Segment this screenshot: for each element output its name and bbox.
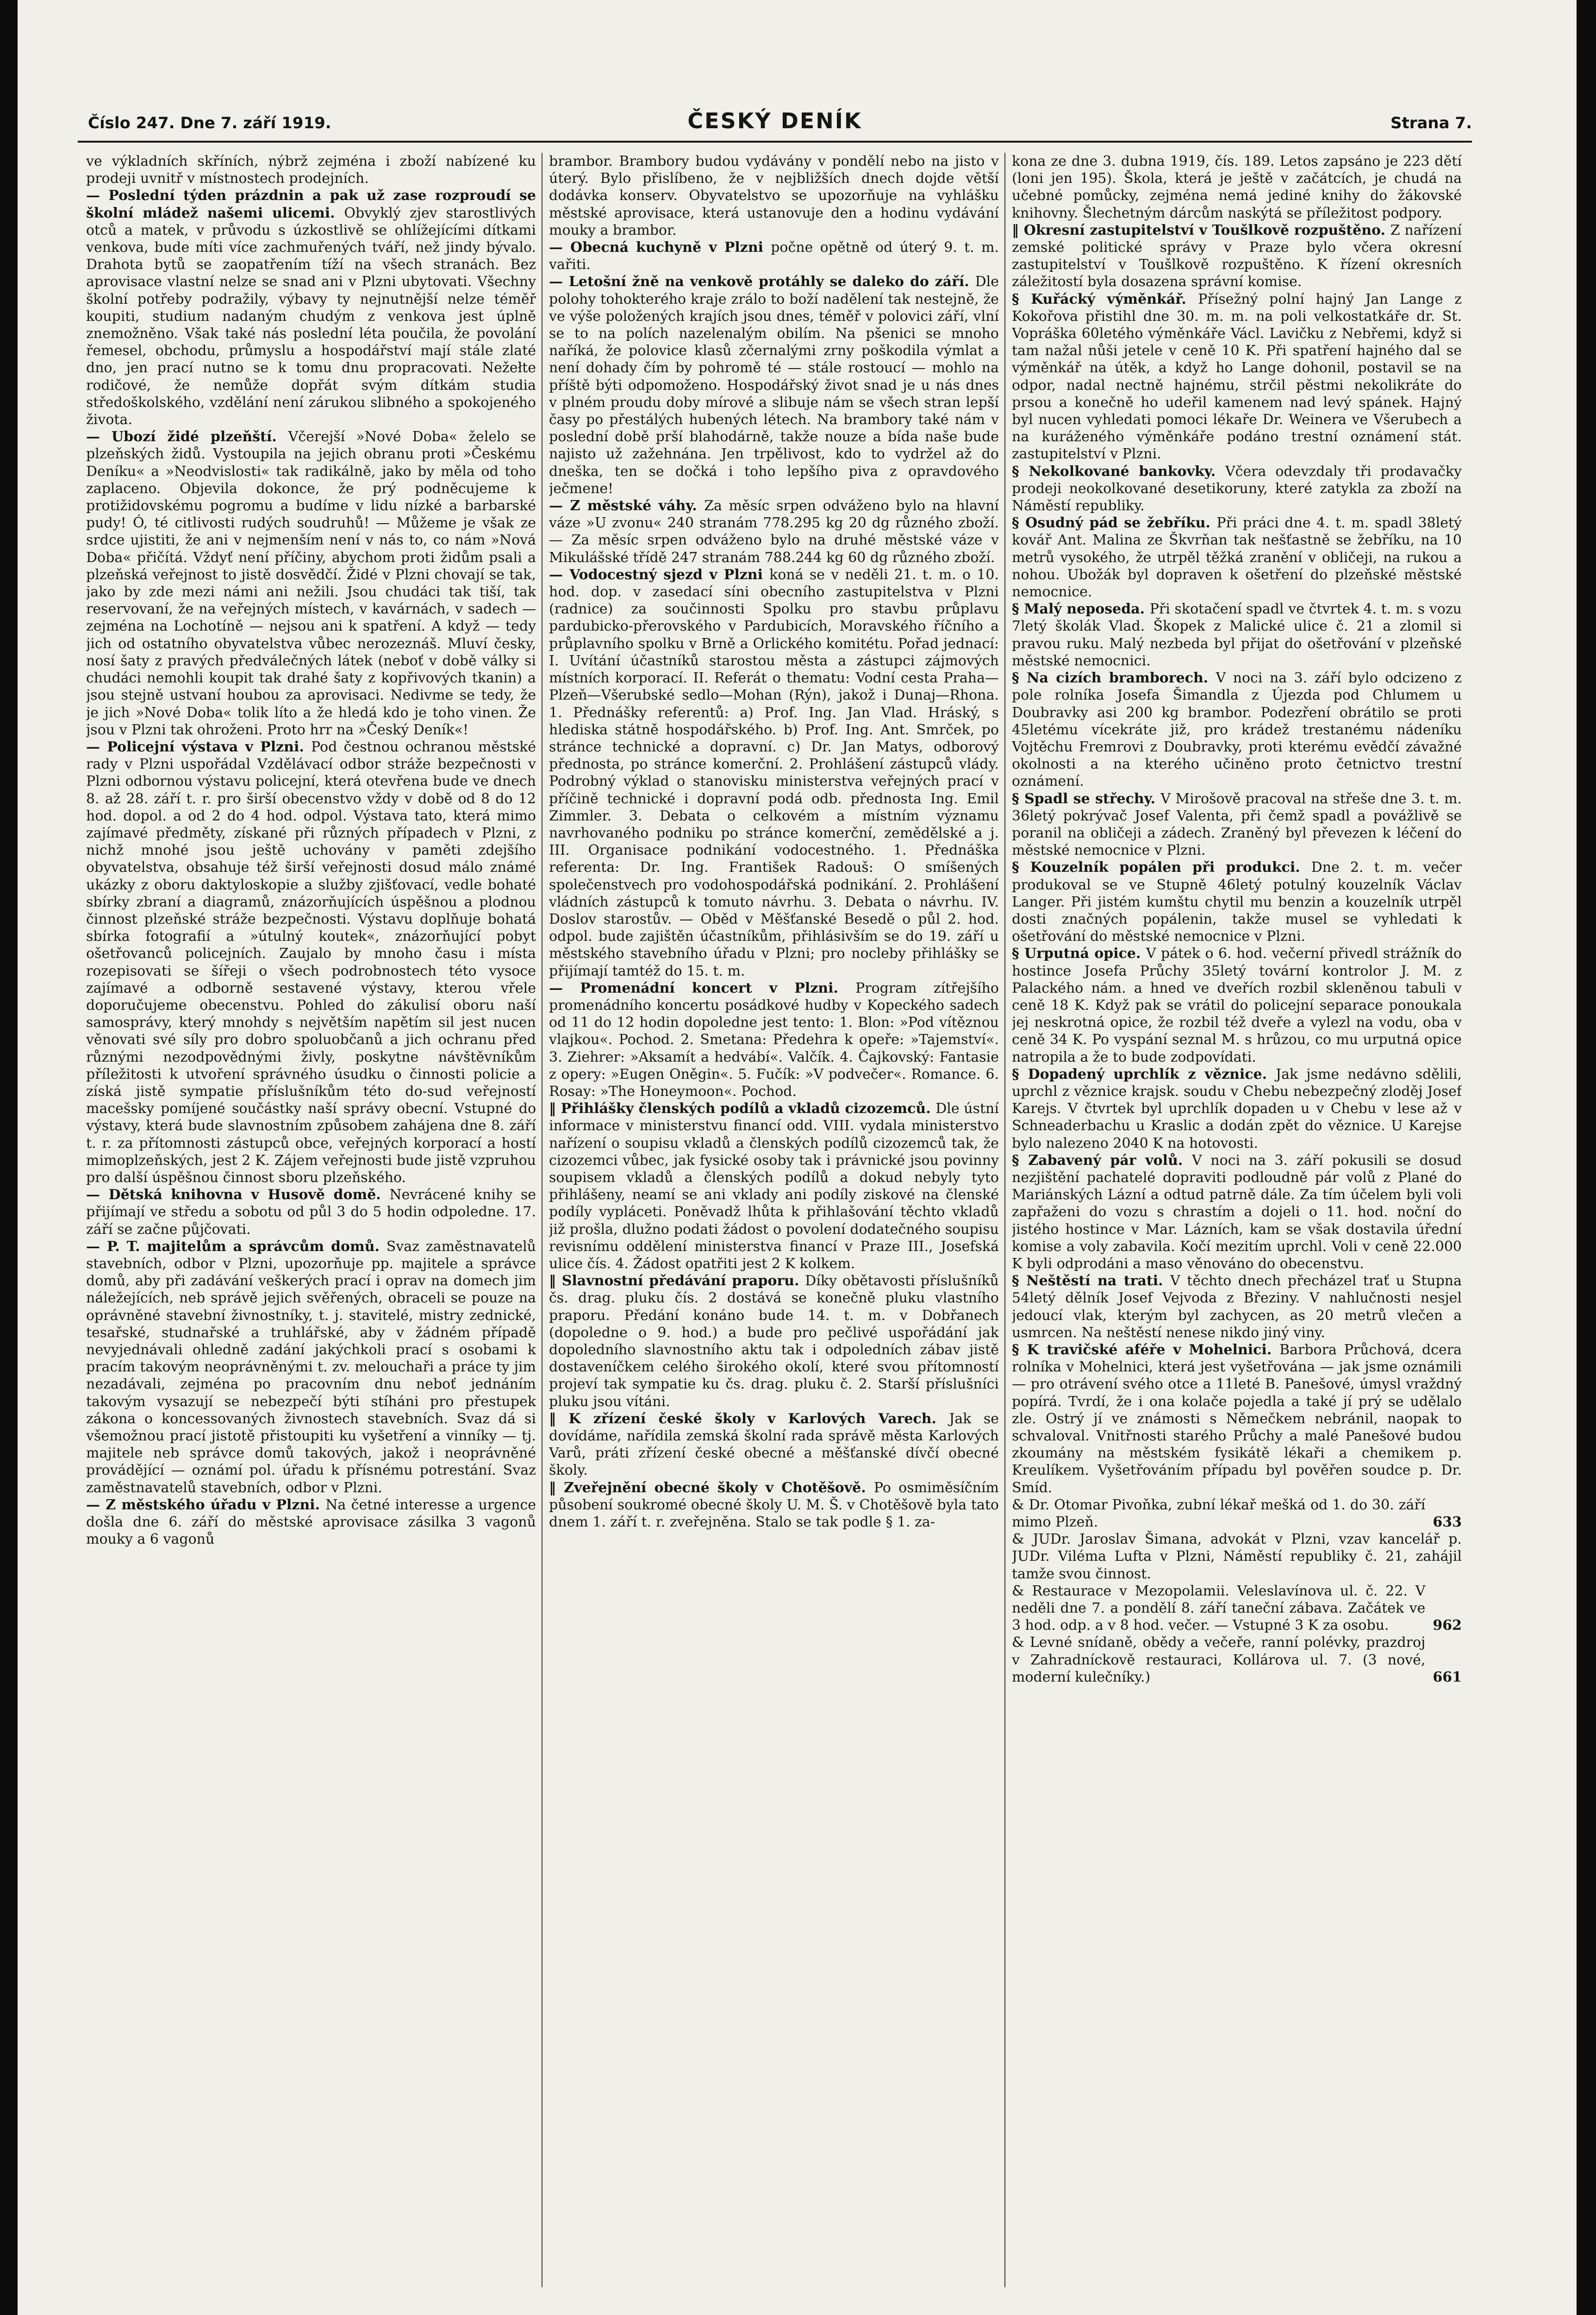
classified-ad (1012, 1634, 1462, 1686)
news-item (1012, 153, 1462, 222)
news-headline: — Poslední týden prázdnin a pak už zase rozproudí se školní mládež našemi ulicemi. (86, 188, 536, 221)
article-columns (78, 153, 1472, 2287)
news-body: Při práci dne 4. t. m. spadl 38letý kovář Ant. Malina ze Škvrňan tak nešťastně se žebříku, na 10 metrů vysokého, že utrpěl těžká zranění v obličeji, na rukou a nohou. Ubožák byl dopraven k ošetření do plzeňské městské nemocnice. (1012, 515, 1462, 601)
news-body: Pod čestnou ochranou městské rady v Plzni uspořádal Vzdělávací odbor stráže bezpečnosti v Plzni odbornou výstavu policejní, která otevřena bude ve dnech 8. až 28. září t. r. pro širší obecenstvo vždy v době od 8 do 12 hod. dopol. a od 2 do 4 hod. odpol. Výstava tato, která mimo zajímavé předměty, získané při různých případech v Plzni, z nichž mnohé jsou ještě uchovány v paměti zdejšího obyvatelstva, obsahuje též širší veřejnosti dosud málo známé ukázky z oboru daktyloskopie a služby zjišťovací, vedle bohaté sbírky zbraní a diagramů, znázorňujících úspěšnou a plodnou činnost plzeňské stráže bezpečnosti. Výstavu doplňuje bohatá sbírka fotografií a »útulný koutek«, znázorňující pobyt ošetřovanců policejních. Zaujalo by mnoho času i místa rozepisovati se šířeji o všech podrobnostech této vysoce zajímavé a odborně sestavené výstavy, kterou vřele doporučujeme obecenstvu. Pohled do zákulisí oboru naší samosprávy, který mnohdy s největším napětím sil jest nucen věnovati své síly pro dobro spoluobčanů a jich ochranu před různými nezodpovědnými živly, poskytne návštěvníkům příležitosti k utvoření správného úsudku o činnosti policie a získá jistě sympatie příslušníkům této do-sud veřejností macešsky pomíjené součástky naší správy obecní. Vstupné do výstavy, která bude slavnostním způsobem zahájena dne 8. září t. r. za přítomnosti zástupců obce, veřejných korporací a hostí mimoplzeňských, jest 2 K. Zájem veřejnosti bude jistě vzpruhou pro další úspěšnou činnost sboru plzeňského. (86, 738, 536, 1186)
news-body: Dle ústní informace v ministerstvu financí odd. VIII. vydala ministerstvo nařízení o soupisu vkladů a členských podílů cizozemců tak, že cizozemci vůbec, jak fysické osoby tak i právnické jsou povinny soupisem vkladů a členských podílů a dokud nebyly tyto přihlášeny, neamí se ani vklady ani podíly ziskové na členské podíly vypláceti. Poněvadž lhůta k přihlašování těchto vkladů již prošla, dlužno podati žádost o povolení dodatečného soupisu revisnímu oddělení ministerstva financí v Praze III., Josefská ulice čís. 4. Žádost opatřiti jest 2 K kolkem. (549, 1101, 999, 1272)
news-headline: ‖ Okresní zastupitelství v Toušlkově rozpuštěno. (1012, 222, 1390, 238)
news-headline: § Urputná opice. (1012, 945, 1146, 962)
news-headline: — Z městského úřadu v Plzni. (86, 1496, 326, 1513)
news-item (86, 738, 536, 1186)
news-headline: § Neštěstí na trati. (1012, 1273, 1171, 1289)
news-headline: ‖ Přihlášky členských podílů a vkladů cizozemců. (549, 1101, 936, 1117)
news-body: Díky obětavosti příslušníků čs. drag. pluku čís. 2 dostává se konečně pluku vlastního praporu. Předání konáno bude 14. t. m. v Dobřanech (dopoledne o 9. hod.) a bude pro pečlivé uspořádání jak dopoledního slavnostního aktu tak i odpoledních zábav jistě dostaveníčkem celého širokého okolí, které svou přítomností projeví tak sympatie ku čs. drag. pluku č. 2. Starší příslušníci pluku jsou vítáni. (549, 1273, 999, 1410)
news-body: Dne 2. t. m. večer produkoval se ve Stupně 46letý potulný kouzelník Václav Langer. Při jistém kumštu chytil mu benzin a kouzelník utrpěl dosti značných popálenin, takže musel se vyhledati k ošetřování do městské nemocnice v Plzni. (1012, 859, 1462, 945)
news-body: V noci na 3. září bylo odcizeno z pole rolníka Josefa Šimandla z Újezda pod Chlumem u Doubravky asi 200 kg brambor. Podezření obrátilo se proti 45letému vícekráte již, pro krádež trestanému nádeníku Vojtěchu Fremrovi z Doubravky, proti kterému evědčí závažné okolnosti a na kterého učiněno proto četnictvo trestní oznámení. (1012, 670, 1462, 790)
news-item (1012, 945, 1462, 1065)
news-item (549, 566, 999, 980)
news-body: Program zítřejšího promenádního koncertu posádkové hudby v Kopeckého sadech od 11 do 12 hodin dopoledne jest tento: 1. Blon: »Pod vítěznou vlajkou«. Pochod. 2. Smetana: Předehra k opeře: »Tajemství«. 3. Ziehrer: »Aksamít a hedvábí«. Valčík. 4. Čajkovský: Fantasie z opery: »Eugen Oněgin«. 5. Fučík: »V podvečer«. Romance. 6. Rosay: »The Honeymoon«. Pochod. (549, 980, 999, 1100)
news-item (549, 1479, 999, 1531)
news-item (1012, 790, 1462, 859)
ad-code: 661 (1433, 1669, 1462, 1685)
news-headline: § Malý neposeda. (1012, 601, 1150, 618)
news-headline: § Nekolkované bankovky. (1012, 463, 1226, 480)
news-headline: — Letošní žně na venkově protáhly se daleko do září. (549, 274, 975, 290)
news-body: Při skotačení spadl ve čtvrtek 4. t. m. s vozu 7letý školák Vlad. Škopek z Malické ulice č. 21 a zlomil si pravou ruku. Malý nezbeda byl přijat do ošetřování v plzeňské městské nemocnici. (1012, 601, 1462, 669)
news-headline: — Obecná kuchyně v Plzni (549, 239, 771, 256)
news-headline: — Z městské váhy. (549, 498, 704, 514)
news-body: Z nařízení zemské politické správy v Praze bylo včera okresní zastupitelství v Toušlkově rozpuštěno. K řízení okresních záležitostí byla dosazena správní komise. (1012, 222, 1462, 290)
news-body: Dle polohy tohokterého kraje zrálo to boží nadělení tak nestejně, že ve výše položených krajích jsou dnes, téměř v polovici září, vlní se to na polích nazelenalým obilím. Na pšenici se mnoho naříká, že polovice klasů zčernalými zrny poškodila výmlat a není dohady čím by pohromě té — stále rostoucí — mohlo na příště býti odpomoženo. Hospodářský život snad je u nás dnes v plném proudu doby mírové a slibuje nám se všech stran lepší časy po přestálých hubených létech. Na brambory také nám v poslední době prší blahodárně, takže nouze a bída naše bude najisto už zažehnána. Jen trpělivost, kdo to vydržel až do dneška, ten se dočká i toho lepšího piva z opravdového ječmene! (549, 274, 999, 497)
news-body: počne opětně od úterý 9. t. m. vařiti. (549, 239, 999, 273)
news-item (1012, 1272, 1462, 1341)
ad-text: & Levné snídaně, obědy a večeře, ranní polévky, prazdroj v Zahradníckově restauraci, Kollárova ul. 7. (3 nové, moderní kulečníky.) (1012, 1634, 1426, 1685)
news-item (86, 187, 536, 428)
ad-code: 633 (1433, 1514, 1462, 1531)
classified-ad (1012, 1531, 1462, 1583)
news-item (549, 153, 999, 239)
news-item (549, 1100, 999, 1272)
news-headline: — Policejní výstava v Plzni. (86, 738, 312, 755)
news-item (86, 153, 536, 187)
news-item (1012, 1341, 1462, 1496)
news-item (1012, 859, 1462, 945)
news-item (549, 497, 999, 566)
news-headline: — P. T. majitelům a správcům domů. (86, 1238, 387, 1255)
news-item (1012, 1066, 1462, 1152)
ad-text: & Dr. Otomar Pivoňka, zubní lékař mešká od 1. do 30. září mimo Plzeň. (1012, 1496, 1426, 1531)
news-headline: § Kuřácký výměnkář. (1012, 291, 1198, 307)
news-item (549, 1272, 999, 1410)
news-headline: § Dopadený uprchlík z věznice. (1012, 1066, 1276, 1082)
header-rule (78, 141, 1472, 143)
news-body: Jak jsme nedávno sdělili, uprchl z věznice krajsk. soudu v Chebu nebezpečný zloděj Josef Karejs. V čtvrtek byl uprchlík dopaden u v Chebu v lese až v Schneaderbachu u Kraslic a dodán zpět do věznice. U Karejse bylo nalezeno 2040 K na hotovosti. (1012, 1066, 1462, 1151)
news-item (549, 239, 999, 273)
news-item (549, 273, 999, 497)
column-3 (1012, 153, 1462, 2287)
news-item (1012, 601, 1462, 669)
news-headline: § K travičské aféře v Mohelnici. (1012, 1342, 1280, 1358)
news-headline: — Vodocestný sjezd v Plzni (549, 566, 770, 583)
column-1 (86, 153, 536, 2287)
news-body: Obvyklý zjev starostlivých otců a matek, v průvodu s úzkostlivě se ohlížejícími dítkami venkova, bude míti více zachmuřených tváří, než jindy bývalo. Drahota bytů se zaopatřením tíží na všech stranách. Bez aprovisace vlastní nelze se snad ani v Plzni ubytovati. Všechny školní potřeby podražily, výbavy ty nejnutnější nelze téměř koupiti, studium nadaným chudým z venkova jest úplně znemožněno. Však také nás poslední léta poučila, že povolání řemesel, obchodu, průmyslu a hospodářství mají stále zlaté dno, jen prací nutno se k tomu dnu propracovati. Nežełte rodičové, že nemůže dopřát svým dítkám studia středoškolského, vzdělání není zárukou slibného a spokojeného života. (86, 205, 536, 428)
news-body: Za měsíc srpen odváženo bylo na hlavní váze »U zvonu« 240 stranám 778.295 kg 20 dg různého zboží. — Za měsíc srpen odváženo bylo na druhé městské váze v Mikulášské třídě 247 stranám 788.244 kg 60 dg různého zboží. (549, 498, 999, 566)
news-headline: ‖ K zřízení české školy v Karlových Varech. (549, 1410, 949, 1427)
ad-text: & Restaurace v Mezopolamii. Veleslavínova ul. č. 22. V neděli dne 7. a pondělí 8. září taneční zábava. Začátek ve 3 hod. odp. a v 8 hod. večer. — Vstupné 3 K za osobu. (1012, 1583, 1426, 1634)
news-body: Svaz zaměstnavatelů stavebních, odbor v Plzni, upozorňuje pp. majitele a správce domů, aby při zadávání veškerých prací i oprav na domech jim náležejících, neb správě jejich svěřených, obraceli se pouze na oprávněné stavební živnostníky, t. j. stavitelé, mistry zednické, tesařské, studnařské a truhlářské, aby v žádném případě nevyjednávali ohledně zadání jakýchkoli prací s osobami k pracím takovým neoprávněnými t. zv. melouchaři a práce ty jim nezadávali, zejména po pracovním dnu neboť jednáním takovým vysazují se nebezpečí býti stíháni pro přestupek zákona o koncessovaných živnostech stavebních. Svaz dá si všemožnou prací jistotě přistoupiti ku vyšetření a vinníky — tj. majitele neb správce domů takových, jakož i neoprávněné provádějící — oznámí pol. úřadu k přísnému potrestání. Svaz zaměstnavatelů stavebních, odbor v Plzni. (86, 1238, 536, 1496)
column-separator (1004, 153, 1005, 2287)
news-item (86, 1238, 536, 1496)
news-headline: § Osudný pád se žebříku. (1012, 515, 1217, 532)
news-item (549, 1410, 999, 1479)
classified-ad (1012, 1583, 1462, 1634)
page-number: Strana 7. (1390, 114, 1472, 132)
news-headline: § Spadl se střechy. (1012, 790, 1161, 807)
news-body: V pátek o 6. hod. večerní přivedl strážník do hostince Josefa Průchy 35letý tovární kontrolor J. M. z Palackého nám. a hned ve dveřích rozbil skleněnou tabuli v ceně 18 K. Když pak se vrátil do policejní separace ponoukala jej neskrotná opice, že rozbil též dveře a vylezl na vodu, oba v ceně 34 K. Po vyspání seznal M. s hrůzou, co mu urputná opice natropila a že to bude zodpovídati. (1012, 945, 1462, 1065)
news-headline: ‖ Slavnostní předávání praporu. (549, 1273, 805, 1289)
news-headline: § Na cizích bramborech. (1012, 670, 1216, 687)
news-headline: — Ubozí židé plzeňští. (86, 429, 288, 445)
news-body: koná se v neděli 21. t. m. o 10. hod. dop. v zasedací síni obecního zastupitelstva v Plzni (radnice) za součinnosti Spolku pro stavbu průplavu pardubicko-přerovského v Pardubicích, Moravského říčního a průplavního spolku v Brně a Orlického komitétu. Pořad jednací: I. Uvítání účastníků starostou města a zástupci zájmových místních korporací. II. Referát o thematu: Vodní cesta Praha—Plzeň—Všerubské sedlo—Mohan (Rýn), jakož i Dunaj—Rhona. 1. Přednášky referentů: a) Prof. Ing. Jan Vlad. Hráský, s hlediska státně hospodářského. b) Prof. Ing. Ant. Smrček, po stránce technické a dopravní. c) Dr. Jan Matys, odborový přednosta, po stránce komerční. 2. Prohlášení zástupců vlády. Podrobný výklad o stanovisku ministerstva veřejných prací v příčině technické i dopravní podá odb. přednosta Ing. Emil Zimmler. 3. Debata o celkovém a místním významu navrhovaného podniku po stránce komerční, zemědělské a j. III. Organisace podnikání vodocestného. 1. Přednáška referenta: Dr. Ing. František Radouš: O smíšených společenstvech pro vodohospodářská podnikání. 2. Prohlášení vládních zástupců k tomuto návrhu. 3. Debata o návrhu. IV. Doslov starostův. — Oběd v Měšťanské Besedě o půl 2. hod. odpol. bude zajištěn účastníkům, přihlásivším se do 19. září u městského stavebního úřadu v Plzni; pro nocleby přihlášky se přijímají tamtéž do 15. t. m. (549, 566, 999, 979)
news-body: Na četné interesse a urgence došla dne 6. září do městské aprovisace zásilka 3 vagonů mouky a 6 vagonů (86, 1496, 536, 1548)
ad-code: 962 (1433, 1617, 1462, 1634)
news-item (1012, 463, 1462, 515)
classified-ad (1012, 1496, 1462, 1531)
news-body: Jak se dovídáme, nařídila zemská školní rada správě města Karlových Varů, práti zřízení české obecné a měšťanské dívčí obecné školy. (549, 1410, 999, 1479)
news-body: brambor. Brambory budou vydávány v pondělí nebo na jisto v úterý. Bylo přislíbeno, že v nejbližších dnech dojde větší dodávka konserv. Obyvatelstvo se upozorňuje na vyhlášku městské aprovisace, která ustanovuje den a hodinu vydávání mouky a brambor. (549, 153, 999, 238)
issue-date: Číslo 247. Dne 7. září 1919. (88, 114, 331, 132)
news-body: Včerejší »Nové Doba« želelo se plzeňských židů. Vystoupila na jejich obranu proti »Českému Deníku« a »Neodvislosti« tak radikálně, jako by měla od toho zaplaceno. Objevila dokonce, že prý podněcujeme k protižidovskému pogromu a budíme v lidu nízké a barbarské pudy! Ó, té citlivosti rudých soudruhů! — Můžeme je však ze srdce ujistiti, že ani v nejmenším není v nás to, co nám »Nová Doba« přičítá. Vždyť není příčiny, abychom proti židům psali a plzeňská veřejnost to jistě dosvědčí. Židé v Plzni chovají se tak, jako by zde mezi námi ani nežili. Jsou chudáci tak tiší, tak reservovaní, že na veřejných místech, v kavárnách, v sadech — zejména na Lochotíně — nejsou ani k spatření. A když — tedy jich od ostatního obyvatelstva vůbec nerozeznáš. Mluví česky, nosí šaty z pravých předválečných látek (neboť v době války si chudáci nemohli koupit tak drahé šaty z kopřivových tkanin) a jsou stejně ustvaní houbou za aprovisaci. Nedivme se tedy, že je jich »Nové Doba« tolik líto a že hledá kdo je toho vinen. Že jsou v Plzni tak ohroženi. Proto hrr na »Český Deník«! (86, 429, 536, 738)
ad-text: & JUDr. Jaroslav Šimana, advokát v Plzni, vzav kancelář p. JUDr. Viléma Lufta v Plzni, Náměstí republiky č. 21, zahájil tamže svou činnost. (1012, 1531, 1462, 1582)
news-body: V těchto dnech přecházel trať u Stupna 54letý dělník Josef Vejvoda z Březiny. V nahlučnosti nesjel jedoucí vlak, kterým byl zachycen, as 20 metrů vlečen a usmrcen. Na neštěstí nenese nikdo jiný viny. (1012, 1273, 1462, 1341)
news-body: ve výkladních skříních, nýbrž zejména i zboží nabízené ku prodeji uvnitř v místnostech prodejních. (86, 153, 536, 187)
news-headline: ‖ Zveřejnění obecné školy v Chotěšově. (549, 1479, 874, 1496)
masthead (78, 102, 1472, 139)
news-body: V noci na 3. září pokusili se dosud nezjištění pachatelé dopraviti podloudně pár volů z Plané do Mariánských Lázní a odtud patrně dále. Za tím účelem byli voli zapřaženi do vozu s chrastím a dojeli o 11. hod. noční do jistého hostince v Mar. Lázních, kam se však dostavila úřední komise a voly zabavila. Kočí mezitím uprchl. Voli v ceně 22.000 K byli odprodáni a maso věnováno do obecenstvu. (1012, 1152, 1462, 1272)
news-item (1012, 222, 1462, 291)
news-item (1012, 669, 1462, 790)
news-item (1012, 514, 1462, 601)
news-body: Přísežný polní hajný Jan Lange z Kokořova přistihl dne 30. m. m. na poli velkostatkáře dr. St. Vopráška 60letého výměnkáře Václ. Lavičku z Nebřemi, když si tam nažal nůši jetele v ceně 10 K. Při spatření hajného dal se výměnkář na útěk, a když ho Lange dohonil, postavil se na odpor, nadal nectně hajnému, strčil pěstmi nekolikráte do prsou a konečně ho udeřil kamenem nad levý spánek. Hajný byl nucen vyhledati pomoci lékaře Dr. Weinera ve Všerubech a na kuráženého výměnkáře podáno trestní oznámení stát. zastupitelství v Plzni. (1012, 291, 1462, 463)
news-body: Po osmiměsíčním působení soukromé obecné školy U. M. Š. v Chotěšově byla tato dnem 1. září t. r. zveřejněna. Stalo se tak podle § 1. za- (549, 1479, 999, 1531)
news-item (86, 1496, 536, 1548)
scan-edge-left (0, 0, 18, 2315)
news-item (1012, 291, 1462, 463)
news-headline: — Dětská knihovna v Husově domě. (86, 1187, 390, 1203)
news-headline: — Promenádní koncert v Plzni. (549, 980, 856, 996)
news-body: Nevrácené knihy se přijímají ve středu a sobotu od půl 3 do 5 hodin odpoledne. 17. září se začne půjčovati. (86, 1187, 536, 1238)
news-body: Včera odevzdaly tři prodavačky prodeji neokolkované desetikoruny, které zatykla za zboží na Náměstí republiky. (1012, 463, 1462, 514)
news-body: V Mirošově pracoval na střeše dne 3. t. m. 36letý pokrývač Josef Valenta, při čemž spadl a povážlivě se poranil na obličeji a zádech. Zraněný byl převezen k léčení do městské nemocnice v Plzni. (1012, 790, 1462, 859)
column-2 (549, 153, 999, 2287)
newspaper-page (78, 102, 1472, 2287)
news-body: Barbora Průchová, dcera rolníka v Mohelnici, která jest vyšetřována — jak jsme oznámili — pro otrávení svého otce a 11leté B. Panešové, úmysl vraždný popírá. Tvrdí, že i ona kolače pojedla a také jí prý se udělalo zle. Ostrý jí ve známosti s Němečkem nebránil, naopak to schvaloval. Vnitřnosti starého Průchy a malé Panešové budou zkoumány na městském fysikátě lékaři a chemikem p. Kreulíkem. Vyšetřováním případu byl pověřen soudce p. Dr. Smíd. (1012, 1342, 1462, 1496)
scan-edge-right (1577, 0, 1596, 2315)
paper-title: ČESKÝ DENÍK (687, 108, 862, 133)
news-item (86, 1186, 536, 1238)
news-item (86, 428, 536, 738)
news-item (1012, 1152, 1462, 1272)
news-headline: § Zabavený pár volů. (1012, 1152, 1192, 1169)
news-headline: § Kouzelník popálen při produkci. (1012, 859, 1311, 876)
news-item (549, 980, 999, 1100)
news-body: kona ze dne 3. dubna 1919, čís. 189. Letos zapsáno je 223 dětí (loni jen 195). Škola, která je ještě v začátcích, je chudá na učebné pomůcky, zejména nemá jediné knihy do žákovské knihovny. Šlechetným dárcům naskýtá se příležitost podpory. (1012, 153, 1462, 221)
